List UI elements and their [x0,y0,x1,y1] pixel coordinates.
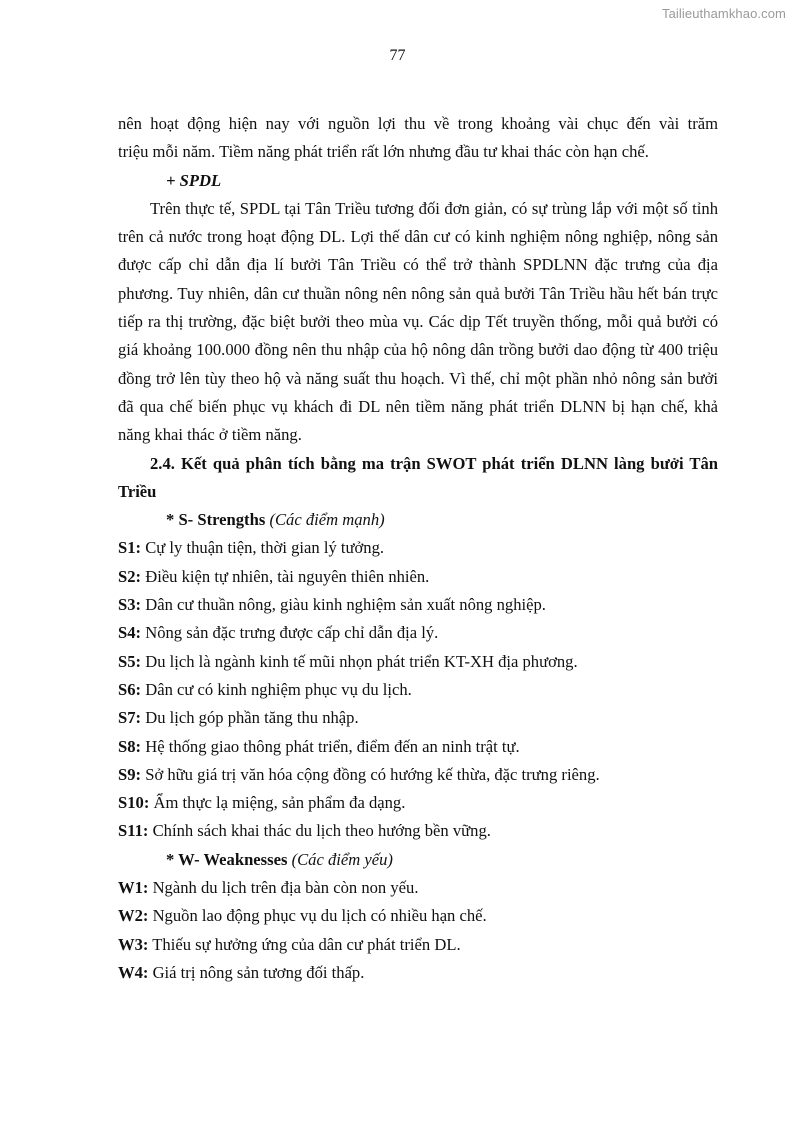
item-code: W4: [118,962,149,982]
weaknesses-list [118,874,718,987]
item-text: Giá trị nông sản tương đối thấp. [152,962,365,982]
list-item [118,704,718,732]
paragraph-spdl: Trên thực tế, SPDL tại Tân Triều tương đối đơn giản, có sự trùng lắp với một số tỉnh trên cả nước trong hoạt động DL. Lợi thế dân cư có kinh nghiệm nông nghiệp, nông sản được cấp chỉ dẫn địa lí bưởi Tân Triều có thể trở thành SPDLNN đặc trưng của địa phương. Tuy nhiên, dân cư thuần nông nên nông sản quả bưởi Tân Triều hầu hết bán trực tiếp ra thị trường, đặc biệt bưởi theo mùa vụ. Các dịp Tết truyền thống, mỗi quả bưởi có giá khoảng 100.000 đồng nên thu nhập của hộ nông dân trồng bưởi dao động từ 400 triệu đồng trở lên tùy theo hộ và năng suất thu hoạch. Vì thế, chỉ một phần nhỏ nông sản bưởi đã qua chế biến phục vụ khách đi DL nên tiềm năng phát triển DLNN bị hạn chế, khả năng khai thác ở tiềm năng. [118,198,718,445]
item-text: Nông sản đặc trưng được cấp chỉ dẫn địa lý. [145,623,439,643]
item-code: S1: [118,538,142,558]
item-code: W1: [118,878,149,898]
list-item [118,789,718,817]
item-code: W2: [118,906,149,926]
item-text: Ngành du lịch trên địa bàn còn non yếu. [152,878,419,898]
strengths-subtitle: (Các điểm mạnh) [269,510,385,530]
item-code: S9: [118,764,142,784]
paragraph-line: nên hoạt động hiện nay với nguồn lợi thu về trong khoảng vài chục đến vài trăm [118,114,718,133]
list-item [118,591,718,619]
weaknesses-title: * W- Weaknesses [166,849,288,869]
item-code: S2: [118,566,142,586]
subheading-spdl: + SPDL [166,170,222,190]
page-body [118,110,718,987]
watermark: Tailieuthamkhao.com [661,6,786,21]
item-text: Nguồn lao động phục vụ du lịch có nhiều hạn chế. [152,906,487,926]
item-text: Sở hữu giá trị văn hóa cộng đồng có hướng kế thừa, đặc trưng riêng. [145,764,600,784]
item-code: S10: [118,793,150,813]
item-code: S7: [118,708,142,728]
list-item [118,619,718,647]
item-text: Điều kiện tự nhiên, tài nguyên thiên nhiên. [145,566,430,586]
item-code: S3: [118,595,142,615]
item-code: S8: [118,736,142,756]
item-text: Du lịch góp phần tăng thu nhập. [145,708,359,728]
list-item [118,817,718,845]
weaknesses-subtitle: (Các điểm yếu) [291,849,393,869]
item-text: Dân cư thuần nông, giàu kinh nghiệm sản xuất nông nghiệp. [145,595,546,615]
list-item [118,563,718,591]
list-item [118,534,718,562]
item-code: S5: [118,651,142,671]
item-code: S4: [118,623,142,643]
weaknesses-heading [118,846,718,874]
item-text: Chính sách khai thác du lịch theo hướng bền vững. [152,821,491,841]
item-code: S11: [118,821,149,841]
section-heading: 2.4. Kết quả phân tích bằng ma trận SWOT phát triển DLNN làng bưởi Tân Triều [118,453,718,501]
page-number: 77 [389,47,406,64]
item-text: Ẩm thực lạ miệng, sản phẩm đa dạng. [153,793,406,813]
list-item [118,733,718,761]
strengths-list [118,534,718,845]
list-item [118,676,718,704]
list-item [118,902,718,930]
list-item [118,761,718,789]
item-text: Hệ thống giao thông phát triển, điểm đến an ninh trật tự. [145,736,520,756]
item-code: W3: [118,934,149,954]
item-code: S6: [118,679,142,699]
item-text: Cự ly thuận tiện, thời gian lý tưởng. [145,538,385,558]
list-item [118,959,718,987]
paragraph-line: triệu mỗi năm. Tiềm năng phát triển rất lớn nhưng đầu tư khai thác còn hạn chế. [118,142,649,162]
list-item [118,874,718,902]
list-item [118,648,718,676]
item-text: Thiếu sự hưởng ứng của dân cư phát triển DL. [152,934,461,954]
strengths-title: * S- Strengths [166,510,266,530]
item-text: Du lịch là ngành kinh tế mũi nhọn phát triển KT-XH địa phương. [145,651,578,671]
strengths-heading [118,506,718,534]
item-text: Dân cư có kinh nghiệm phục vụ du lịch. [145,679,412,699]
list-item [118,931,718,959]
